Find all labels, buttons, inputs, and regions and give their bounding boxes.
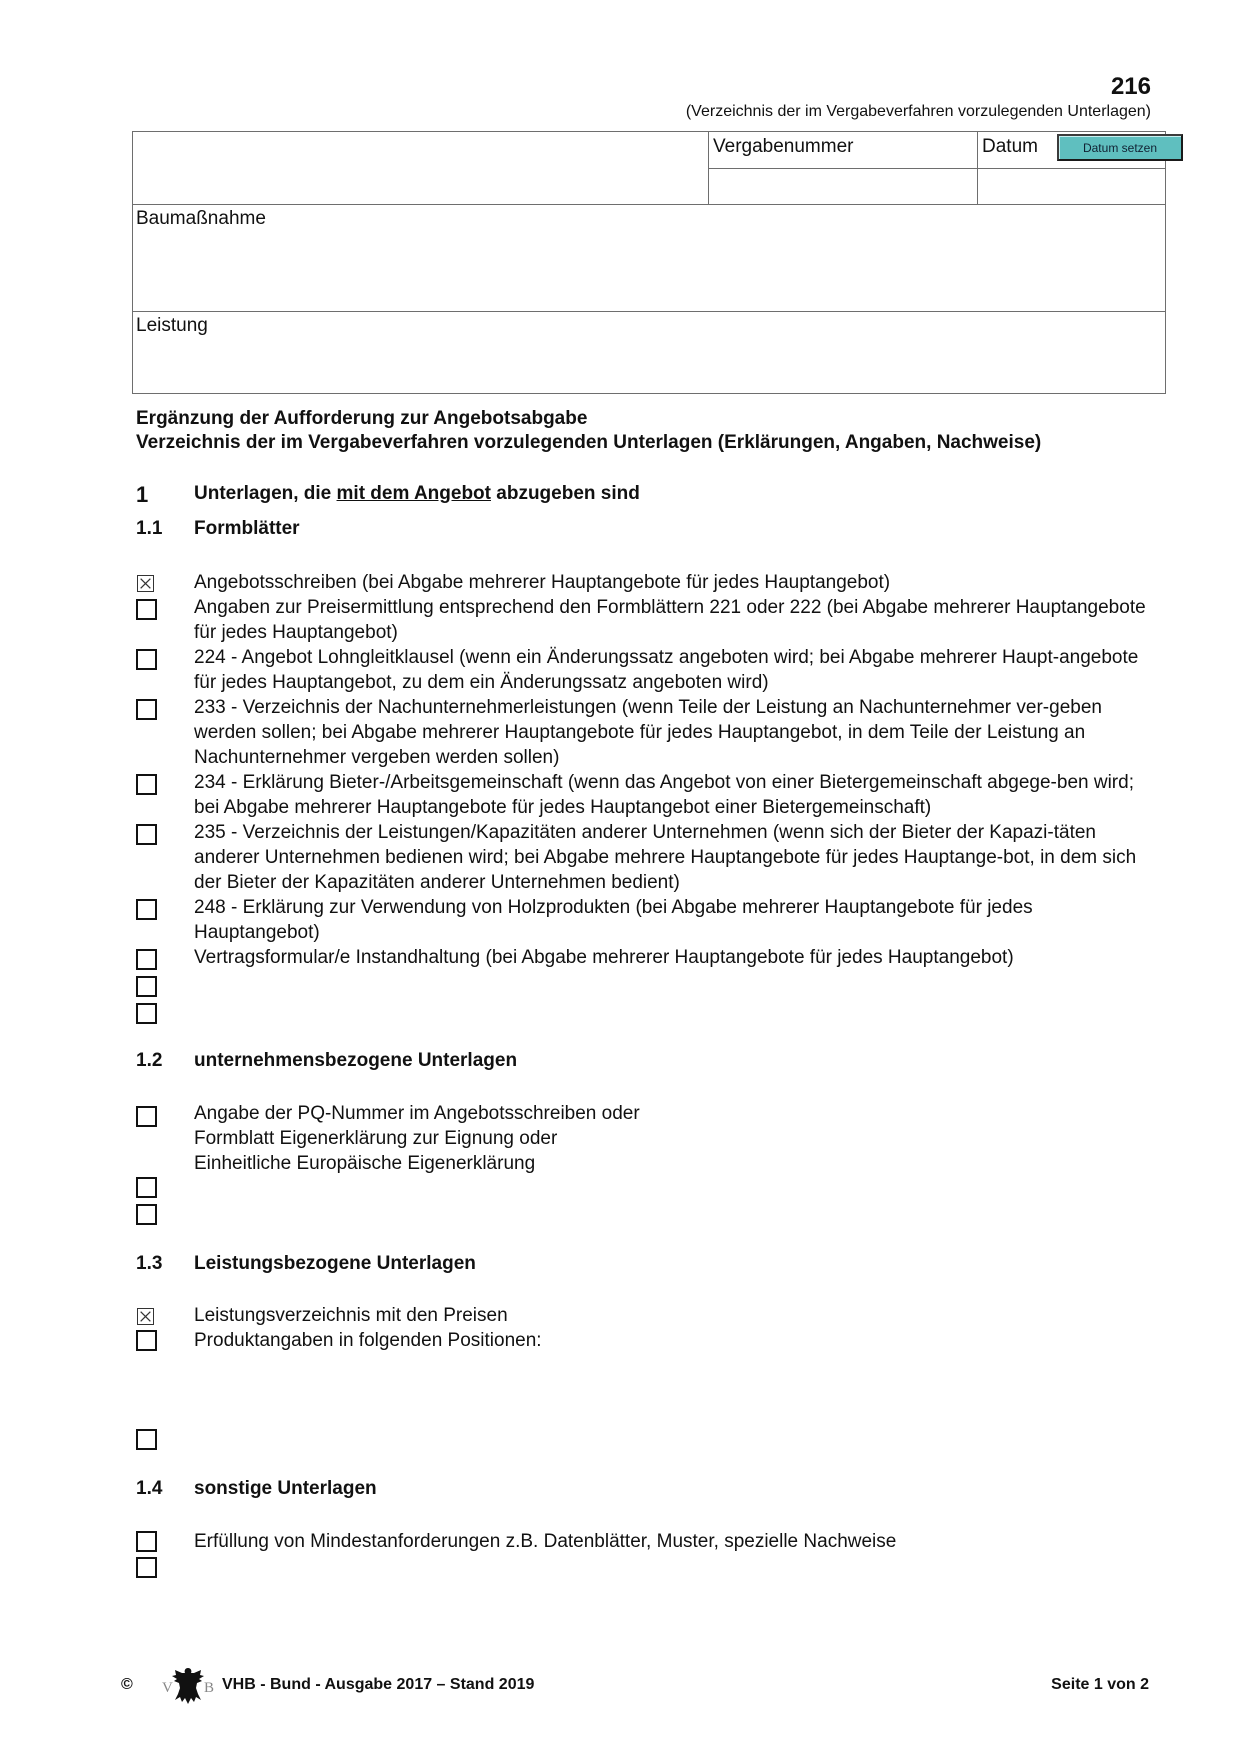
item-angebotsschreiben: Angebotsschreiben (bei Abgabe mehrerer Hauptangebote für jedes Hauptangebot) (194, 572, 891, 593)
item-pq-nummer (194, 1101, 1154, 1176)
checkbox-lohngleitklausel[interactable] (136, 649, 157, 670)
item-instandhaltung: Vertragsformular/e Instandhaltung (bei Abgabe mehrerer Hauptangebote für jedes Hauptangebot) (194, 947, 1014, 968)
footer-page-number: Seite 1 von 2 (1051, 1676, 1149, 1693)
item-lohngleitklausel: 224 - Angebot Lohngleitklausel (wenn ein Änderungssatz angeboten wird; bei Abgabe mehrerer Haupt-angebote für jedes Hauptangebot, zu dem ein Änderungssatz angeboten wird) (194, 647, 1139, 693)
vergabenummer-label: Vergabenummer (713, 136, 854, 157)
section-1-title: Unterlagen, die mit dem Angebot abzugeben sind (194, 483, 640, 504)
checkbox-formblatt-blank-2[interactable] (136, 1003, 157, 1024)
checkbox-instandhaltung[interactable] (136, 949, 157, 970)
checkbox-preisermittlung[interactable] (136, 599, 157, 620)
leistung-field[interactable] (136, 339, 1156, 389)
item-mindestanforderungen: Erfüllung von Mindestanforderungen z.B. Datenblätter, Muster, spezielle Nachweise (194, 1531, 897, 1552)
intro-line-2: Verzeichnis der im Vergabeverfahren vorzulegenden Unterlagen (Erklärungen, Angaben, Nachweise) (136, 432, 1042, 453)
checkbox-leistungsverzeichnis[interactable] (137, 1308, 154, 1325)
svg-text:V: V (162, 1680, 173, 1696)
checkbox-unternehmen-blank-2[interactable] (136, 1204, 157, 1225)
checkbox-produktangaben[interactable] (136, 1330, 157, 1351)
section-1-3-title: Leistungsbezogene Unterlagen (194, 1253, 476, 1274)
item-kapazitaeten: 235 - Verzeichnis der Leistungen/Kapazitäten anderer Unternehmen (wenn sich der Bieter der Kapazi-täten anderer Unternehmen bedienen wird; bei Abgabe mehrere Hauptangebote für jedes Hauptange-bot, in dem sich der Bieter der Kapazitäten anderer Unternehmen bedient) (194, 822, 1137, 893)
item-nachunternehmerleistungen: 233 - Verzeichnis der Nachunternehmerleistungen (wenn Teile der Leistung an Nachunternehmer ver-geben werden sollen; bei Abgabe mehrerer Hauptangebote für jedes Hauptangebot, in dem Teile der Leistung an Nachunternehmer vergeben werden sollen) (194, 697, 1102, 768)
item-leistungsverzeichnis: Leistungsverzeichnis mit den Preisen (194, 1305, 508, 1326)
form-number: 216 (1110, 73, 1151, 100)
checkbox-leistung-blank-1[interactable] (136, 1429, 157, 1450)
section-1-2-number: 1.2 (136, 1050, 163, 1071)
checkbox-mindestanforderungen[interactable] (136, 1531, 157, 1552)
footer-edition: VHB - Bund - Ausgabe 2017 – Stand 2019 (222, 1676, 535, 1693)
baumassnahme-field[interactable] (136, 232, 1156, 302)
datum-setzen-button[interactable]: Datum setzen (1057, 134, 1183, 161)
section-1-2-title: unternehmensbezogene Unterlagen (194, 1050, 518, 1071)
checkbox-pq-nummer[interactable] (136, 1106, 157, 1127)
section-1-1-title: Formblätter (194, 518, 300, 539)
item-bietergemeinschaft: 234 - Erklärung Bieter-/Arbeitsgemeinschaft (wenn das Angebot von einer Bietergemeinschaft abgege-ben wird; bei Abgabe mehrerer Hauptangebote für jedes Hauptangebot einer Bietergemeinschaft) (194, 772, 1134, 818)
checkbox-sonstige-blank-1[interactable] (136, 1557, 157, 1578)
copyright-symbol: © (121, 1676, 133, 1693)
datum-label: Datum (982, 136, 1038, 157)
checkbox-nachunternehmerleistungen[interactable] (136, 699, 157, 720)
item-preisermittlung: Angaben zur Preisermittlung entsprechend den Formblättern 221 oder 222 (bei Abgabe mehrerer Hauptangebote für jedes Hauptangebot) (194, 597, 1146, 643)
section-1-number: 1 (136, 482, 149, 507)
checkbox-unternehmen-blank-1[interactable] (136, 1177, 157, 1198)
checkbox-bietergemeinschaft[interactable] (136, 774, 157, 795)
checkbox-kapazitaeten[interactable] (136, 824, 157, 845)
section-1-4-number: 1.4 (136, 1478, 163, 1499)
form-subtitle: (Verzeichnis der im Vergabeverfahren vorzulegenden Unterlagen) (685, 103, 1151, 120)
checkbox-holzprodukte[interactable] (136, 899, 157, 920)
section-1-1-number: 1.1 (136, 518, 163, 539)
datum-field[interactable] (982, 174, 1162, 200)
leistung-label: Leistung (136, 315, 208, 336)
intro-line-1: Ergänzung der Aufforderung zur Angebotsabgabe (136, 408, 588, 429)
checkbox-angebotsschreiben[interactable] (137, 575, 154, 592)
item-pq-line-2: Formblatt Eigenerklärung zur Eignung oder (194, 1128, 558, 1149)
item-pq-line-3: Einheitliche Europäische Eigenerklärung (194, 1153, 536, 1174)
checkbox-formblatt-blank-1[interactable] (136, 976, 157, 997)
baumassnahme-label: Baumaßnahme (136, 208, 266, 229)
section-1-3-number: 1.3 (136, 1253, 163, 1274)
svg-text:B: B (204, 1680, 214, 1696)
item-produktangaben: Produktangaben in folgenden Positionen: (194, 1330, 542, 1351)
eagle-logo-icon (162, 1664, 214, 1708)
item-pq-line-1: Angabe der PQ-Nummer im Angebotsschreiben oder (194, 1103, 640, 1124)
item-holzprodukte: 248 - Erklärung zur Verwendung von Holzprodukten (bei Abgabe mehrerer Hauptangebote für jedes Hauptangebot) (194, 897, 1033, 943)
header-form-table (132, 131, 1166, 394)
section-1-4-title: sonstige Unterlagen (194, 1478, 377, 1499)
vergabenummer-field[interactable] (713, 174, 973, 200)
